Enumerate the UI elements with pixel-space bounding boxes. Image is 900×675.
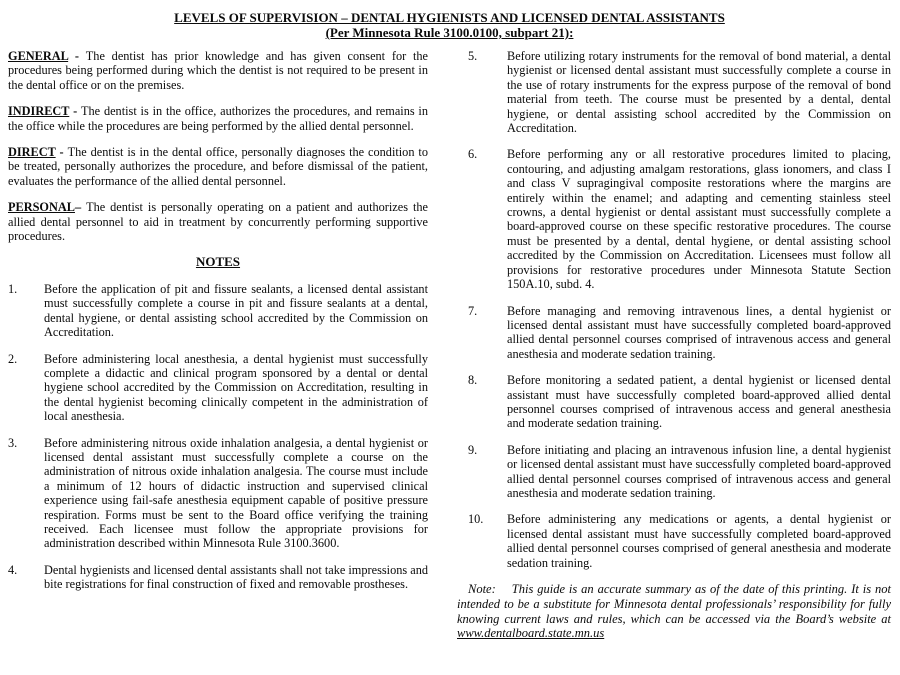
note-number: 10.	[468, 512, 484, 527]
note-item-6	[457, 147, 891, 291]
note-text: Before managing and removing intravenous lines, a dental hygienist or licensed dental assistant must have successfully completed board-approved allied dental personnel courses comprised of intravenous access and general anesthesia and moderate sedation training.	[507, 303, 891, 361]
note-item-10	[457, 512, 891, 570]
note-text: Before administering nitrous oxide inhalation analgesia, a dental hygienist or licensed dental assistant must successfully complete a course on the administration of nitrous oxide inhalation analgesia. The course must include a minimum of 12 hours of didactic instruction and supervised clinical experience using fail-safe anesthesia equipment capable of positive pressure respiration. Forms must be sent to the Board office verifying the training received. Each licensee must follow the appropriate provisions for administration described within Minnesota Rule 3100.3600.	[44, 435, 428, 551]
note-item-2	[8, 352, 428, 424]
definition-indirect	[8, 104, 428, 133]
note-item-8	[457, 373, 891, 431]
footnote-link[interactable]: www.dentalboard.state.mn.us	[457, 626, 605, 641]
note-number: 9.	[468, 442, 478, 457]
definition-dash: -	[69, 104, 82, 119]
definition-text: The dentist is personally operating on a patient and authorizes the allied dental personnel to aid in treatment by concurrently performing supportive procedures.	[8, 200, 428, 244]
note-item-5	[457, 49, 891, 135]
title-line-2: (Per Minnesota Rule 3100.0100, subpart 21):	[325, 25, 574, 40]
note-item-4	[8, 563, 428, 592]
note-text: Dental hygienists and licensed dental assistants shall not take impressions and bite registrations for final construction of fixed and removable prostheses.	[44, 562, 428, 592]
definition-term: DIRECT	[8, 145, 56, 160]
definition-dash: -	[55, 145, 68, 160]
definition-text: The dentist is in the dental office, personally diagnoses the condition to be treated, personally authorizes the procedure, and before dismissal of the patient, evaluates the performance of the allied dental personnel.	[8, 145, 428, 188]
footnote-label: Note:	[468, 582, 496, 596]
document-title	[8, 10, 891, 40]
definition-dash: -	[68, 49, 86, 63]
right-column	[457, 49, 891, 641]
definition-term: PERSONAL	[8, 200, 75, 215]
footnote	[457, 582, 891, 641]
note-number: 2.	[8, 351, 18, 366]
note-number: 7.	[468, 303, 478, 318]
definition-personal	[8, 200, 428, 243]
note-text: Before monitoring a sedated patient, a dental hygienist or licensed dental assistant must have successfully completed board-approved allied dental personnel courses comprised of intravenous access and general anesthesia and moderate sedation training.	[507, 373, 891, 431]
note-text: Before initiating and placing an intravenous infusion line, a dental hygienist or licensed dental assistant must have successfully completed board-approved allied dental personnel courses comprised of intravenous access and general anesthesia and moderate sedation training.	[507, 442, 891, 500]
note-text: Before administering any medications or agents, a dental hygienist or licensed dental assistant must have successfully completed board-approved allied dental personnel courses comprised of general anesthesia and moderate sedation training.	[507, 512, 891, 570]
definition-direct	[8, 145, 428, 188]
note-text: Before the application of pit and fissure sealants, a licensed dental assistant must successfully complete a course in pit and fissure sealants at a dental, dental hygiene, or dental assisting school accredited by the Commission on Accreditation.	[44, 281, 428, 340]
note-item-3	[8, 436, 428, 551]
definition-text: The dentist has prior knowledge and has given consent for the procedures being performed during which the dentist is not required to be present in the dental office or on the premises.	[8, 49, 428, 92]
note-item-1	[8, 282, 428, 340]
left-column	[8, 49, 428, 641]
note-item-9	[457, 443, 891, 501]
definition-term: GENERAL	[8, 49, 69, 63]
note-text: Before performing any or all restorative procedures limited to placing, contouring, and adjusting amalgam restorations, glass ionomers, and class I and class V supragingival composite restorations where the margins are entirely within the enamel; and adapting and cementing stainless steel crowns, a dental hygienist or dental assistant must successfully complete a board-approved course on these specific restorative procedures. The course must be presented by a dental, dental hygiene, or dental assisting school accredited by the Commission on Accreditation. Licensees must follow all provisions for restorative procedures under Minnesota Statute Section 150A.10, subd. 4.	[507, 147, 891, 292]
definition-text: The dentist is in the office, authorizes the procedures, and remains in the office while the procedures are being performed by the allied dental personnel.	[8, 104, 429, 133]
note-text: Before administering local anesthesia, a dental hygienist must successfully complete a didactic and clinical program sponsored by a dental or dental hygiene school accredited by the Commission on Accreditation, resulting in the dental hygienist becoming clinically competent in the administration of local anesthesia.	[44, 351, 428, 424]
definition-dash: –	[74, 200, 87, 215]
note-number: 1.	[8, 281, 18, 296]
note-text: Before utilizing rotary instruments for the removal of bond material, a dental hygienist or licensed dental assistant must successfully complete a course in the use of rotary instruments for the express purpose of the removal of bond material from teeth. The course must be presented by a dental, dental hygiene, or dental assisting school accredited by the Commission on Accreditation.	[507, 49, 891, 136]
note-number: 6.	[468, 147, 478, 162]
note-number: 8.	[468, 373, 478, 388]
note-number: 5.	[468, 49, 478, 63]
two-column-body	[8, 49, 891, 641]
title-line-1: LEVELS OF SUPERVISION – DENTAL HYGIENISTS AND LICENSED DENTAL ASSISTANTS	[174, 10, 725, 25]
definition-term: INDIRECT	[8, 104, 70, 119]
note-item-7	[457, 304, 891, 362]
footnote-text: This guide is an accurate summary as of the date of this printing. It is not intended to be a substitute for Minnesota dental professionals’ responsibility for fully knowing current laws and rules, which can be accessed via the Board’s website at	[457, 582, 891, 626]
note-number: 4.	[8, 562, 18, 577]
note-number: 3.	[8, 435, 18, 450]
notes-heading: NOTES	[195, 254, 241, 270]
definition-general	[8, 49, 428, 92]
